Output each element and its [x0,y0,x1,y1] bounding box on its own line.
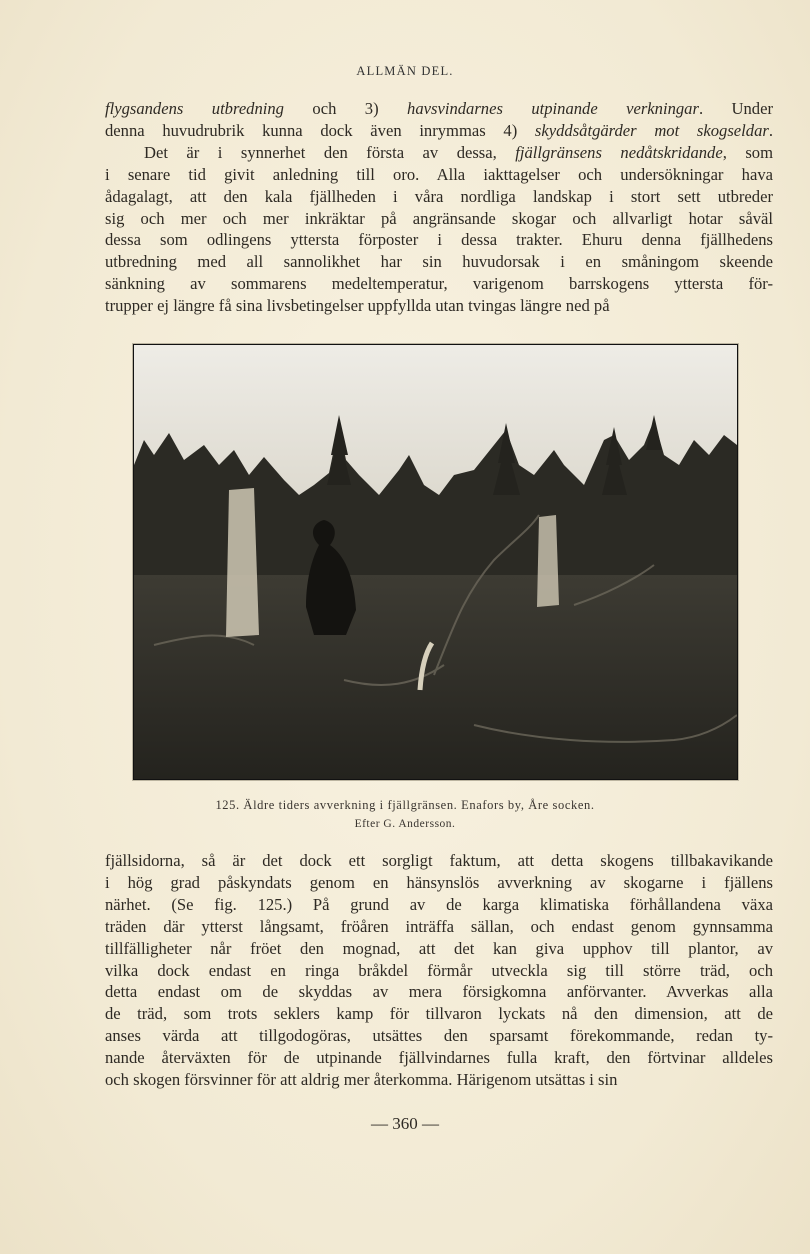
text-run: dessa som odlingens yttersta förposter i dessa trakter. Ehuru denna fjällhedens [105,230,773,250]
text-line [105,120,773,142]
text-line [105,229,773,251]
text-line [105,850,773,872]
tree-stump [537,515,559,607]
text-line [105,1003,773,1025]
text-run: de träd, som trots seklers kamp för tillvaron lyckats nå den dimension, att de [105,1004,773,1024]
text-line [105,894,773,916]
figure-caption: 125. Äldre tiders avverkning i fjällgränsen. Enafors by, Åre socken. [215,798,595,812]
text-line [105,981,773,1003]
text-line [105,938,773,960]
text-line [105,872,773,894]
text-run: . [768,120,773,140]
text-run: , som [722,142,774,162]
text-line [105,98,773,120]
text-run: i senare tid givit anledning till oro. Alla iakttagelser och undersökningar hava [105,164,773,184]
text-line [105,208,773,230]
text-line [105,164,773,186]
text-line [105,186,773,208]
text-run: i hög grad påskyndats genom en hänsynslös avverkning av skogarne i fjällens [105,872,773,892]
forest-clearing-photo [134,345,737,779]
running-header: ALLMÄN DEL. [356,64,454,78]
text-run: tillfälligheter når fröet den mognad, att det kan giva upphov till plantor, av [105,938,773,958]
italic-run: havsvindarnes utpinande verkningar [407,99,699,118]
text-run: trupper ej längre få sina livsbetingelser uppfyllda utan tvingas längre ned på [105,296,610,316]
figure-credit: Efter G. Andersson. [354,818,456,830]
text-line [105,1025,773,1047]
text-run: sig och mer och mer inkräktar på angränsande skogar och allvarligt hotar såväl [105,208,773,228]
text-run: utbredning med all sannolikhet har sin huvudorsak i en småningom skeende [105,252,773,272]
text-run: träden där ytterst långsamt, fröåren inträffa sällan, och endast genom gynnsamma [105,916,773,936]
text-run: denna huvudrubrik kunna dock även inrymmas 4) [105,120,535,140]
page-number: — 360 — [371,1114,439,1133]
text-run: anses värda att tillgodogöras, utsättes den sparsamt förekommande, redan ty- [105,1026,773,1046]
text-line [105,1069,773,1091]
text-line [105,273,773,295]
text-line [105,960,773,982]
paragraph-bottom [105,850,773,1091]
text-run: nande återväxten för de utpinande fjällvindarnes fulla kraft, den förtvinar alldeles [105,1048,773,1068]
text-run: vilka dock endast en ringa bråkdel förmår utveckla sig till större träd, och [105,960,773,980]
text-run: Det är i synnerhet den första av dessa, [144,142,516,162]
text-run: . Under [698,99,773,118]
tree-stump [226,488,259,637]
italic-run: fjällgränsens nedåtskridande [515,142,723,162]
text-line [105,1047,773,1069]
text-line [105,295,773,317]
figure-photograph [133,344,738,780]
text-run: ådagalagt, att den kala fjällheden i våra nordliga landskap i stort sett utbreder [105,186,773,206]
text-run: sänkning av sommarens medeltemperatur, varigenom barrskogens yttersta för- [105,274,773,294]
ground [134,575,737,779]
text-run: närhet. (Se fig. 125.) På grund av de karga klimatiska förhållandena växa [105,894,773,914]
text-line [105,916,773,938]
text-line [105,142,773,164]
text-run: detta endast om de skyddas av mera försigkomna anförvanter. Avverkas alla [105,982,773,1002]
text-run: fjällsidorna, så är det dock ett sorgligt faktum, att detta skogens tillbakavikande [105,851,773,870]
text-line [105,251,773,273]
paragraph-top [105,98,773,317]
text-run: och 3) [283,99,408,118]
text-run: och skogen försvinner för att aldrig mer återkomma. Härigenom utsättas i sin [105,1070,618,1090]
italic-run: skyddsåtgärder mot skogseldar [534,120,769,140]
italic-run: flygsandens utbredning [105,99,284,118]
